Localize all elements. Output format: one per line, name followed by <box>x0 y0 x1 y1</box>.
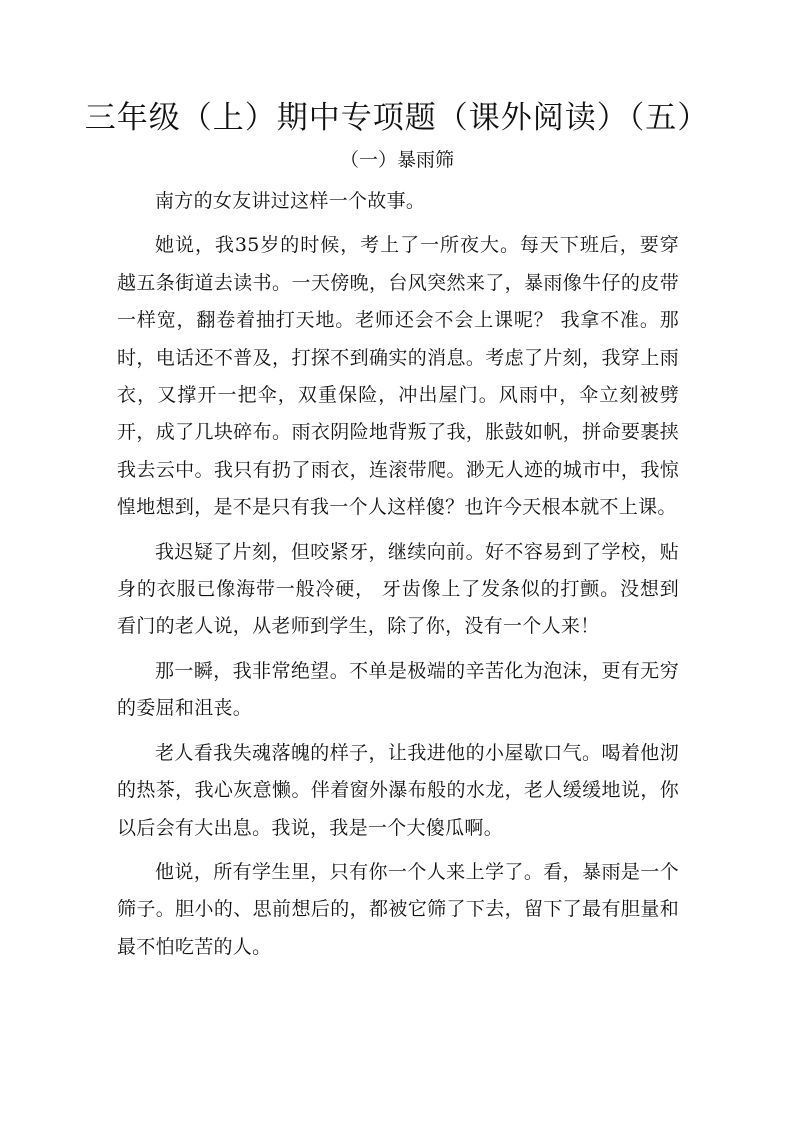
paragraph-5: 老人看我失魂落魄的样子，让我进他的小屋歇口气。喝着他沏的热茶，我心灰意懒。伴着窗外瀑布般的水龙，老人缓缓地说，你以后会有大出息。我说，我是一个大傻瓜啊。 <box>117 741 679 839</box>
paragraph-3: 我迟疑了片刻，但咬紧牙，继续向前。好不容易到了学校，贴身的衣服已像海带一般冷硬， 牙齿像上了发条似的打颤。没想到看门的老人说，从老师到学生，除了你，没有一个人来！ <box>117 540 679 638</box>
paragraph-6: 他说，所有学生里，只有你一个人来上学了。看，暴雨是一个筛子。胆小的、思前想后的，都被它筛了下去，留下了最有胆量和最不怕吃苦的人。 <box>117 860 679 958</box>
section-heading: （一）暴雨筛 <box>339 149 454 171</box>
story-body <box>117 183 679 973</box>
page-title: 三年级（上）期中专项题（课外阅读）（五） <box>84 100 710 136</box>
paragraph-4: 那一瞬，我非常绝望。不单是极端的辛苦化为泡沫，更有无穷的委屈和沮丧。 <box>117 659 679 720</box>
paragraph-1: 南方的女友讲过这样一个故事。 <box>155 190 426 212</box>
paragraph-2: 她说，我35岁的时候，考上了一所夜大。每天下班后，要穿越五条街道去读书。一天傍晚，台风突然来了，暴雨像牛仔的皮带一样宽，翻卷着抽打天地。老师还会不会上课呢？ 我拿不准。那时，电话还不普及，打探不到确实的消息。考虑了片刻，我穿上雨衣，又撑开一把伞，双重保险，冲出屋门。风雨中，伞立刻被劈开，成了几块碎布。雨衣阴险地背叛了我，胀鼓如帆，拼命要裹挟我去云中。我只有扔了雨衣，连滚带爬。渺无人迹的城市中，我惊惶地想到，是不是只有我一个人这样傻？也许今天根本就不上课。 <box>117 234 679 519</box>
